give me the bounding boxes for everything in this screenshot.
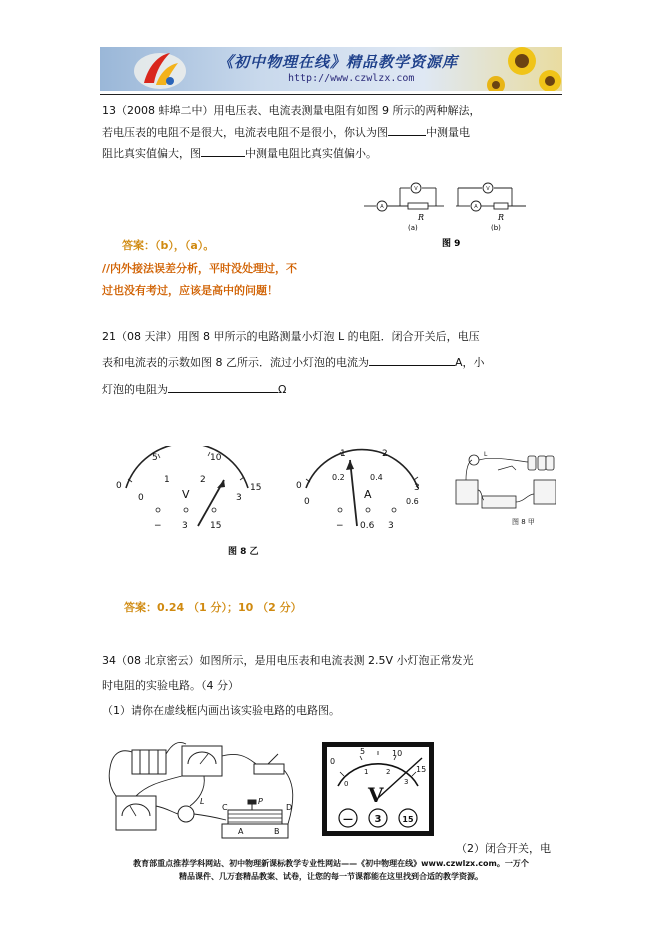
fig8a-caption: 图 8 甲 (512, 518, 535, 526)
q13-note-line2: 过也没有考过，应该是高中的问题！ (102, 284, 278, 297)
q21-answer: 答案：0.24 （1 分）；10 （2 分） (124, 601, 302, 614)
bulb-icon (178, 806, 194, 822)
q13-line1: 13（2008 蚌埠二中）用电压表、电流表测量电阻有如图 9 所示的两种解法， (102, 104, 481, 117)
banner-url[interactable]: http://www.czwlzx.com (288, 73, 415, 84)
banner-title: 《初中物理在线》精品教学资源库 (218, 53, 459, 71)
q34-inner-1: 1 (364, 768, 369, 776)
q13-line3-tail: 中测量电阻比真实值偏小。 (245, 147, 377, 160)
q34-line4: （2）闭合开关，电 (456, 842, 551, 855)
q34-line3: （1）请你在虚线框内画出该实验电路的电路图。 (102, 704, 340, 717)
voltmeter-terminal-3: 3 (182, 521, 188, 531)
svg-text:A: A (380, 204, 384, 210)
ammeter-outer-02: 0.2 (332, 473, 345, 482)
q34-meter-symbol: V (368, 783, 384, 807)
site-banner (100, 47, 562, 91)
q13-line3 (102, 143, 377, 164)
q34-outer-15: 15 (416, 765, 427, 774)
q34-outer-5: 5 (360, 747, 366, 756)
q34-label-c: C (222, 803, 228, 812)
fig9-r-label-b: R (498, 213, 505, 222)
q21-line3 (102, 379, 286, 400)
voltmeter-inner-1: 1 (164, 475, 170, 485)
q34-label-b: B (274, 827, 280, 836)
fig9-caption-b: (b) (491, 224, 501, 232)
q21-line3-text: 灯泡的电阻为 (102, 383, 168, 396)
voltmeter-outer-5: 5 (152, 453, 158, 463)
ammeter-scale-arc (306, 450, 418, 488)
lamp-icon (469, 455, 479, 465)
voltmeter-symbol: V (182, 488, 190, 501)
q34-line1: 34（08 北京密云）如图所示，是用电压表和电流表测 2.5V 小灯泡正常发光 (102, 654, 474, 667)
fig9-label: 图 9 (442, 239, 461, 249)
ammeter-symbol: A (364, 488, 372, 501)
q21-blank-resistance[interactable] (168, 381, 278, 393)
page-footer (96, 857, 566, 883)
ammeter-terminal-neg: − (336, 521, 344, 531)
q21-line3-tail: Ω (278, 383, 287, 396)
q21-line2-text: 表和电流表的示数如图 8 乙所示．流过小灯泡的电流为 (102, 356, 369, 369)
q13-blank-1[interactable] (388, 124, 426, 136)
q34-inner-3: 3 (404, 778, 409, 786)
q34-outer-10: 10 (392, 749, 403, 758)
ammeter-outer-06: 0.6 (406, 497, 419, 506)
ammeter-terminal-06: 0.6 (360, 521, 375, 531)
voltmeter-outer-10: 10 (210, 453, 222, 463)
voltmeter-scale-arc (126, 446, 248, 488)
ammeter-terminal-3: 3 (388, 521, 394, 531)
ammeter-inner-0: 0 (304, 497, 310, 507)
figure-8a-apparatus (452, 450, 556, 538)
figure-8b-meters (112, 446, 452, 561)
ammeter-outer-0: 0 (296, 481, 302, 491)
fig9-caption-a: (a) (408, 224, 418, 232)
fig9-r-label-a: R (418, 213, 425, 222)
q13-line2-tail: 中测量电 (426, 126, 470, 139)
q34-inner-0: 0 (344, 780, 349, 788)
ammeter-outer-04: 0.4 (370, 473, 383, 482)
voltmeter-inner-0: 0 (138, 493, 144, 503)
q13-note-line1: //内外接法误差分析，平时没处理过，不 (102, 262, 298, 275)
q34-outer-0: 0 (330, 757, 336, 766)
q13-line2-text: 若电压表的电阻不是很大，电流表电阻不是很小，你认为图 (102, 126, 388, 139)
voltmeter-terminal-neg: − (154, 521, 162, 531)
q34-label-a: A (238, 827, 244, 836)
q21-line2-tail: A，小 (455, 356, 485, 369)
q13-blank-2[interactable] (201, 145, 245, 157)
footer-line1: 教育部重点推荐学科网站、初中物理新课标教学专业性网站——《初中物理在线》www.czwlzx.com。一万个 (133, 859, 529, 868)
footer-line2: 精品课件、几万套精品教案、试卷，让您的每一节课都能在这里找到合适的教学资源。 (179, 872, 483, 881)
voltmeter-outer-0: 0 (116, 481, 122, 491)
svg-text:V: V (414, 186, 418, 192)
q34-line2: 时电阻的实验电路。（4 分） (102, 679, 239, 692)
q34-terminal-15: 15 (402, 815, 414, 824)
voltmeter-terminal-15: 15 (210, 521, 222, 531)
q13-line2 (102, 122, 470, 143)
voltmeter-outer-15: 15 (250, 483, 262, 493)
q13-answer: 答案：（b），（a）。 (122, 239, 215, 252)
fig8b-caption: 图 8 乙 (228, 547, 259, 557)
q21-line2 (102, 352, 485, 373)
ammeter-inner-1: 1 (340, 449, 346, 459)
ammeter-inner-2: 2 (382, 449, 388, 459)
q34-inner-2: 2 (386, 768, 391, 776)
q34-terminal-3: 3 (374, 814, 382, 825)
q34-label-p: P (258, 797, 263, 806)
q34-voltmeter-dial (322, 742, 434, 836)
ammeter-needle (350, 460, 357, 526)
voltmeter-inner-3: 3 (236, 493, 242, 503)
figure-9-diagram (356, 180, 536, 252)
header-divider (100, 94, 562, 95)
svg-text:V: V (486, 186, 490, 192)
ammeter-inner-3: 3 (414, 483, 420, 493)
q21-blank-current[interactable] (369, 354, 455, 366)
q34-label-d: D (286, 803, 293, 812)
sunflower-icon (480, 47, 562, 91)
svg-text:A: A (474, 204, 478, 210)
voltmeter-inner-2: 2 (200, 475, 206, 485)
q34-label-l: L (200, 797, 205, 806)
q13-line3-text: 阻比真实值偏大，图 (102, 147, 201, 160)
fig8a-lamp-label: L (484, 451, 488, 458)
logo-icon (100, 47, 210, 91)
q34-apparatus (106, 734, 300, 846)
q34-terminal-neg: — (343, 814, 353, 825)
q21-line1: 21（08 天津）用图 8 甲所示的电路测量小灯泡 L 的电阻．闭合开关后，电压 (102, 330, 480, 343)
